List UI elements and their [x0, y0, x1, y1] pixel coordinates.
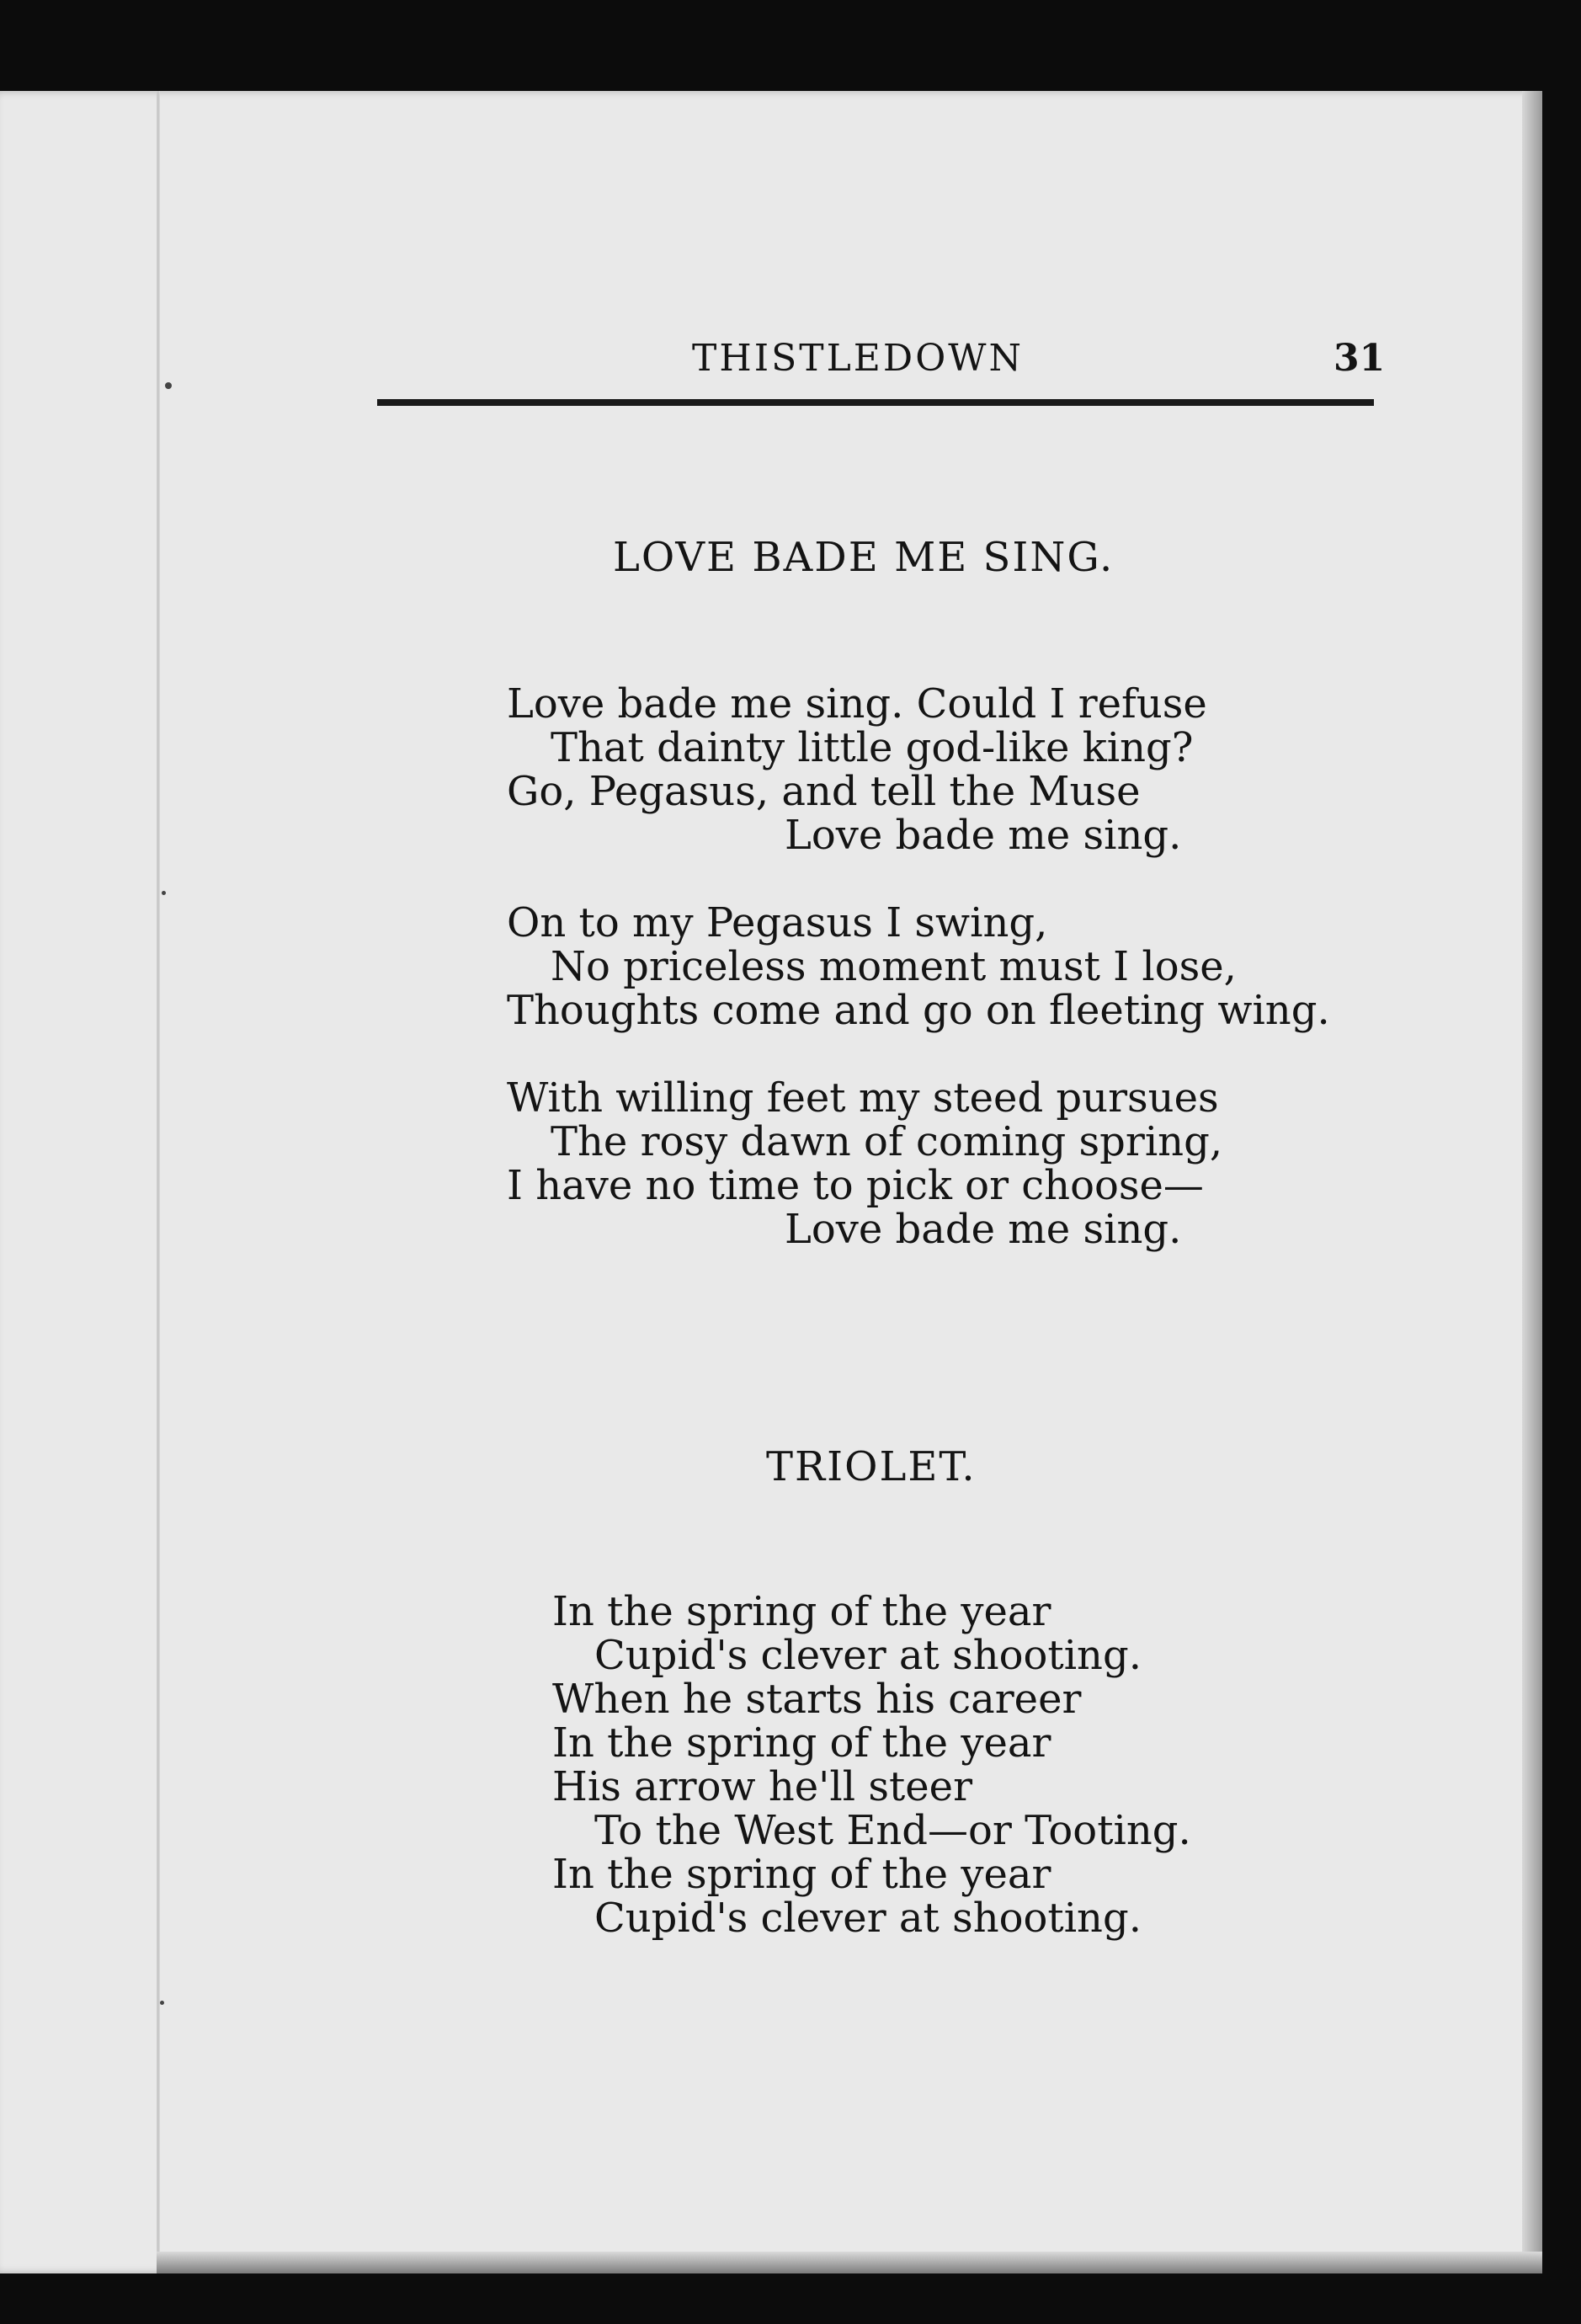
poem-line: In the spring of the year — [552, 1588, 1051, 1635]
dust-speck — [160, 2001, 164, 2005]
poem-line: Go, Pegasus, and tell the Muse — [507, 768, 1141, 815]
running-title: THISTLEDOWN — [692, 337, 1025, 380]
poem-line: In the spring of the year — [552, 1851, 1051, 1898]
poem-line: Cupid's clever at shooting. — [594, 1895, 1142, 1942]
poem-title: LOVE BADE ME SING. — [613, 534, 1115, 581]
poem-title: TRIOLET. — [766, 1443, 977, 1490]
poem-line: The rosy dawn of coming spring, — [551, 1118, 1223, 1165]
poem-line: Love bade me sing. — [785, 1206, 1182, 1253]
poem-line: On to my Pegasus I swing, — [507, 899, 1048, 946]
poem-line: In the spring of the year — [552, 1719, 1051, 1767]
dust-speck — [165, 382, 172, 389]
page-fold — [157, 91, 160, 2273]
poem-line: I have no time to pick or choose— — [507, 1162, 1204, 1209]
poem-line: Love bade me sing. Could I refuse — [507, 680, 1207, 728]
poem-line: When he starts his career — [552, 1676, 1082, 1723]
header-rule — [377, 399, 1374, 406]
page-right-edge — [1522, 91, 1542, 2273]
poem-line: That dainty little god-like king? — [551, 724, 1194, 771]
poem-line: His arrow he'll steer — [552, 1763, 973, 1810]
poem-line: Cupid's clever at shooting. — [594, 1632, 1142, 1679]
poem-line: Love bade me sing. — [785, 812, 1182, 859]
page-bottom-edge — [157, 2252, 1542, 2273]
dust-speck — [162, 891, 166, 895]
poem-line: No priceless moment must I lose, — [551, 943, 1237, 990]
poem-line: Thoughts come and go on fleeting wing. — [507, 987, 1330, 1034]
poem-line: To the West End—or Tooting. — [594, 1807, 1191, 1854]
page-number: 31 — [1333, 337, 1386, 380]
poem-line: With willing feet my steed pursues — [507, 1074, 1219, 1122]
